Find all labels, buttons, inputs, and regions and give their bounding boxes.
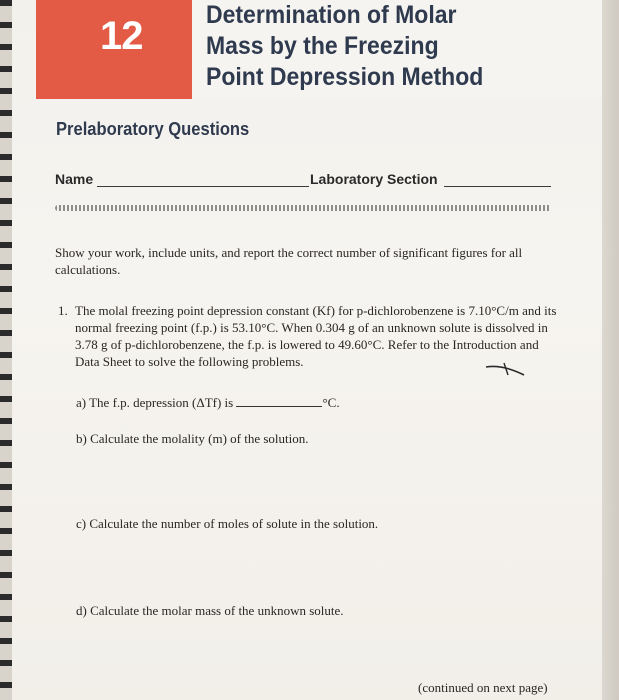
part-c: c) Calculate the number of moles of solute in the solution. <box>76 516 379 531</box>
title-line-1: Determination of Molar <box>206 1 457 29</box>
title-line-2: Mass by the Freezing <box>206 32 439 60</box>
decorative-divider <box>55 205 551 211</box>
part-b: b) Calculate the molality (m) of the solution. <box>76 431 309 446</box>
part-a <box>76 395 340 411</box>
spiral-binding <box>0 0 12 700</box>
part-a-prompt: a) The f.p. depression (ΔTf) is <box>76 395 234 410</box>
part-a-answer-blank[interactable] <box>236 395 322 407</box>
part-d: d) Calculate the molar mass of the unknown solute. <box>76 603 344 618</box>
name-label: Name <box>55 171 94 187</box>
lab-section-field-line[interactable] <box>444 186 551 187</box>
chapter-title <box>206 0 500 93</box>
problem-text: The molal freezing point depression constant (Kf) for p-dichlorobenzene is 7.10°C/m and its normal freezing point (f.p.) is 53.10°C. When 0.304 g of an unknown solute is dissolved in 3.78 g of p-dichlorobenzene, the f.p. is lowered to 49.60°C. Refer to the Introduction and Data Sheet to solve the following problems. <box>75 303 557 369</box>
continued-note: (continued on next page) <box>418 680 548 695</box>
part-a-unit: °C. <box>322 395 340 410</box>
pen-arrow-icon <box>484 359 528 381</box>
name-field-line[interactable] <box>97 186 309 187</box>
page-edge <box>602 0 619 700</box>
chapter-number: 12 <box>100 14 143 58</box>
section-heading: Prelaboratory Questions <box>56 119 250 139</box>
student-info-row <box>55 171 555 191</box>
problem-1 <box>58 302 558 370</box>
lab-section-label: Laboratory Section <box>310 171 438 187</box>
instructions-text: Show your work, include units, and report the correct number of significant figures for all calculations. <box>55 245 523 277</box>
title-line-3: Point Depression Method <box>206 63 484 91</box>
problem-number: 1. <box>58 303 68 318</box>
